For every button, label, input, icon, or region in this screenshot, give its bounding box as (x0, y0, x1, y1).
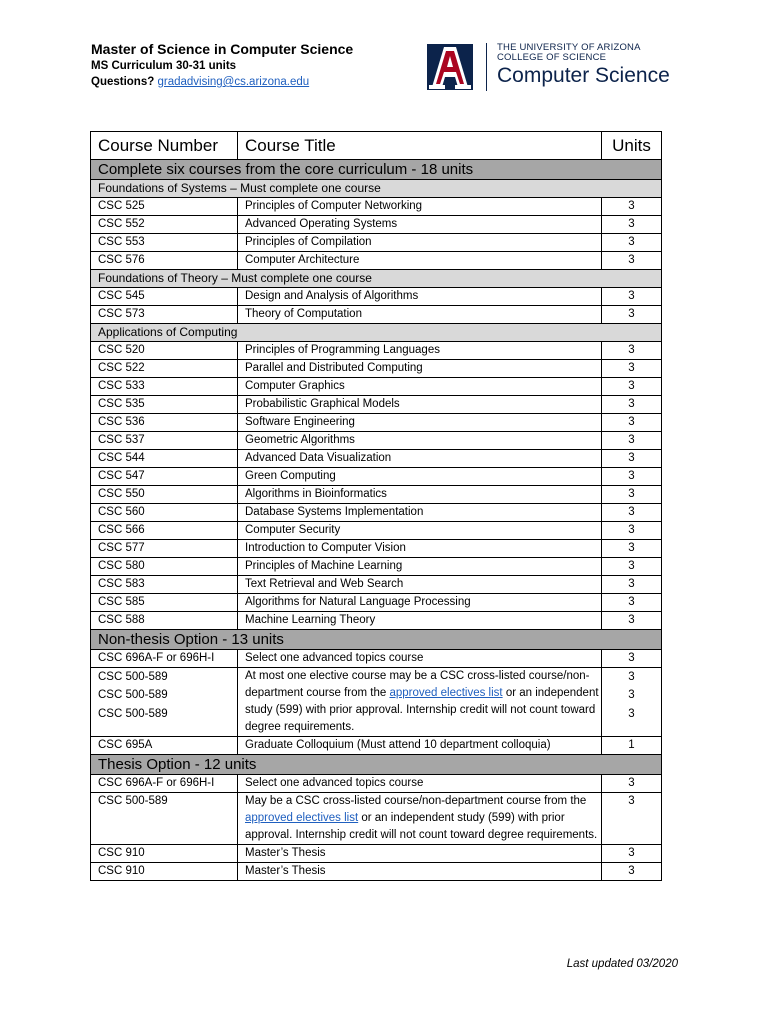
questions-label: Questions? (91, 76, 155, 88)
course-units: 3 (602, 414, 662, 432)
course-code: CSC 545 (91, 288, 238, 306)
course-code: CSC 577 (91, 540, 238, 558)
course-title: Advanced Operating Systems (238, 216, 602, 234)
elective-text-2: or an independent study (599) with prior approval. Internship credit will not count toward degree requirements. (245, 687, 599, 733)
table-row (91, 396, 662, 414)
table-header-row (91, 132, 662, 160)
table-row (91, 558, 662, 576)
elective-row (91, 668, 662, 737)
course-units: 3 (602, 396, 662, 414)
subsection-heading: Foundations of Theory – Must complete one course (91, 270, 662, 288)
course-units: 3 (602, 863, 662, 881)
logo-department: Computer Science (497, 64, 670, 87)
subsection-applications (91, 324, 662, 342)
header-units: Units (602, 132, 662, 160)
course-code: CSC 522 (91, 360, 238, 378)
course-title: Select one advanced topics course (238, 650, 602, 668)
course-title: Text Retrieval and Web Search (238, 576, 602, 594)
course-title: Principles of Computer Networking (238, 198, 602, 216)
curriculum-table (90, 131, 662, 881)
course-code: CSC 910 (91, 863, 238, 881)
course-title: Green Computing (238, 468, 602, 486)
elective-units (602, 668, 662, 737)
course-title: Principles of Programming Languages (238, 342, 602, 360)
logo-college: COLLEGE OF SCIENCE (497, 52, 607, 63)
course-code: CSC 536 (91, 414, 238, 432)
section-heading: Complete six courses from the core curriculum - 18 units (91, 160, 662, 180)
table-row (91, 450, 662, 468)
questions-line (91, 74, 353, 90)
table-row (91, 216, 662, 234)
header-course-number: Course Number (91, 132, 238, 160)
course-title: Computer Graphics (238, 378, 602, 396)
course-units: 3 (602, 288, 662, 306)
table-row (91, 540, 662, 558)
section-thesis (91, 755, 662, 775)
table-row (91, 306, 662, 324)
course-code: CSC 910 (91, 845, 238, 863)
course-code: CSC 500-589 (98, 707, 168, 720)
course-title: Computer Security (238, 522, 602, 540)
elective-row (91, 793, 662, 845)
section-heading: Thesis Option - 12 units (91, 755, 662, 775)
course-title: Algorithms in Bioinformatics (238, 486, 602, 504)
elective-text-1: At most one elective course may be a CSC cross-listed course/non-department course from the (245, 670, 590, 699)
course-units: 3 (602, 558, 662, 576)
course-title: Select one advanced topics course (238, 775, 602, 793)
table-row (91, 234, 662, 252)
course-title: Design and Analysis of Algorithms (238, 288, 602, 306)
email-link[interactable]: gradadvising@cs.arizona.edu (157, 76, 310, 88)
course-code: CSC 525 (91, 198, 238, 216)
table-row (91, 737, 662, 755)
course-code: CSC 583 (91, 576, 238, 594)
approved-electives-link[interactable]: approved electives list (245, 812, 359, 824)
elective-description (238, 668, 602, 737)
course-title: Introduction to Computer Vision (238, 540, 602, 558)
course-title: Software Engineering (238, 414, 602, 432)
section-heading: Non-thesis Option - 13 units (91, 630, 662, 650)
table-row (91, 650, 662, 668)
table-row (91, 432, 662, 450)
course-units: 3 (602, 594, 662, 612)
course-units: 3 (602, 378, 662, 396)
course-units: 1 (602, 737, 662, 755)
subsection-systems (91, 180, 662, 198)
course-title: Advanced Data Visualization (238, 450, 602, 468)
course-units: 3 (602, 504, 662, 522)
page-title: Master of Science in Computer Science (91, 41, 354, 57)
table-row (91, 288, 662, 306)
course-units: 3 (602, 468, 662, 486)
course-units: 3 (602, 216, 662, 234)
course-title: Machine Learning Theory (238, 612, 602, 630)
course-units: 3 (602, 234, 662, 252)
course-units: 3 (602, 650, 662, 668)
section-core (91, 160, 662, 180)
course-code: CSC 544 (91, 450, 238, 468)
course-title: Principles of Compilation (238, 234, 602, 252)
course-title: Geometric Algorithms (238, 432, 602, 450)
course-units: 3 (602, 540, 662, 558)
course-code: CSC 585 (91, 594, 238, 612)
course-units: 3 (602, 360, 662, 378)
header-course-title: Course Title (238, 132, 602, 160)
course-code: CSC 533 (91, 378, 238, 396)
table-row (91, 486, 662, 504)
course-units: 3 (602, 252, 662, 270)
course-units: 3 (602, 450, 662, 468)
subsection-heading: Foundations of Systems – Must complete one course (91, 180, 662, 198)
course-units: 3 (602, 432, 662, 450)
section-nonthesis (91, 630, 662, 650)
course-code: CSC 696A-F or 696H-I (91, 650, 238, 668)
table-row (91, 594, 662, 612)
course-title: Algorithms for Natural Language Processing (238, 594, 602, 612)
course-code: CSC 535 (91, 396, 238, 414)
course-title: Master’s Thesis (238, 863, 602, 881)
course-title: Principles of Machine Learning (238, 558, 602, 576)
course-code: CSC 573 (91, 306, 238, 324)
course-title: Graduate Colloquium (Must attend 10 department colloquia) (238, 737, 602, 755)
course-code: CSC 553 (91, 234, 238, 252)
table-row (91, 863, 662, 881)
course-title: Parallel and Distributed Computing (238, 360, 602, 378)
course-title: Database Systems Implementation (238, 504, 602, 522)
course-code: CSC 560 (91, 504, 238, 522)
table-row (91, 468, 662, 486)
course-units: 3 (602, 612, 662, 630)
course-title: Theory of Computation (238, 306, 602, 324)
course-units: 3 (602, 198, 662, 216)
course-units: 3 (602, 486, 662, 504)
course-units: 3 (602, 576, 662, 594)
table-row (91, 360, 662, 378)
course-units: 3 (602, 775, 662, 793)
course-units: 3 (602, 522, 662, 540)
table-row (91, 612, 662, 630)
course-code: CSC 576 (91, 252, 238, 270)
course-units: 3 (602, 306, 662, 324)
course-code: CSC 695A (91, 737, 238, 755)
elective-codes (91, 668, 238, 737)
last-updated: Last updated 03/2020 (566, 958, 678, 970)
course-code: CSC 537 (91, 432, 238, 450)
table-row (91, 252, 662, 270)
elective-text-2: or an independent study (599) with prior approval. Internship credit will not count toward degree requirements. (245, 812, 598, 841)
course-code: CSC 520 (91, 342, 238, 360)
university-logo (424, 41, 684, 97)
course-title: Master’s Thesis (238, 845, 602, 863)
subsection-heading: Applications of Computing (91, 324, 662, 342)
logo-university: THE UNIVERSITY OF ARIZONA (497, 42, 641, 53)
course-code: CSC 696A-F or 696H-I (91, 775, 238, 793)
arizona-a-logo-icon (424, 41, 476, 93)
table-row (91, 198, 662, 216)
document-header (91, 40, 353, 90)
course-code: CSC 500-589 (98, 671, 168, 683)
subsection-theory (91, 270, 662, 288)
course-units: 3 (628, 707, 635, 720)
table-row (91, 414, 662, 432)
course-code: CSC 580 (91, 558, 238, 576)
course-units: 3 (628, 689, 635, 702)
approved-electives-link[interactable]: approved electives list (389, 687, 503, 699)
table-row (91, 378, 662, 396)
course-code: CSC 550 (91, 486, 238, 504)
elective-text-1: May be a CSC cross-listed course/non-department course from the (245, 795, 587, 807)
table-row (91, 775, 662, 793)
course-units: 3 (602, 342, 662, 360)
course-units: 3 (628, 671, 635, 683)
logo-wordmark (497, 43, 670, 89)
table-row (91, 576, 662, 594)
table-row (91, 522, 662, 540)
logo-divider (486, 43, 487, 91)
table-row (91, 342, 662, 360)
elective-description (238, 793, 602, 845)
course-code: CSC 588 (91, 612, 238, 630)
course-code: CSC 547 (91, 468, 238, 486)
table-row (91, 504, 662, 522)
course-code: CSC 500-589 (91, 793, 238, 845)
course-title: Probabilistic Graphical Models (238, 396, 602, 414)
course-code: CSC 552 (91, 216, 238, 234)
table-row (91, 845, 662, 863)
course-code: CSC 500-589 (98, 689, 168, 702)
course-units: 3 (602, 793, 662, 845)
curriculum-subtitle: MS Curriculum 30-31 units (91, 60, 237, 72)
course-units: 3 (602, 845, 662, 863)
course-code: CSC 566 (91, 522, 238, 540)
course-title: Computer Architecture (238, 252, 602, 270)
